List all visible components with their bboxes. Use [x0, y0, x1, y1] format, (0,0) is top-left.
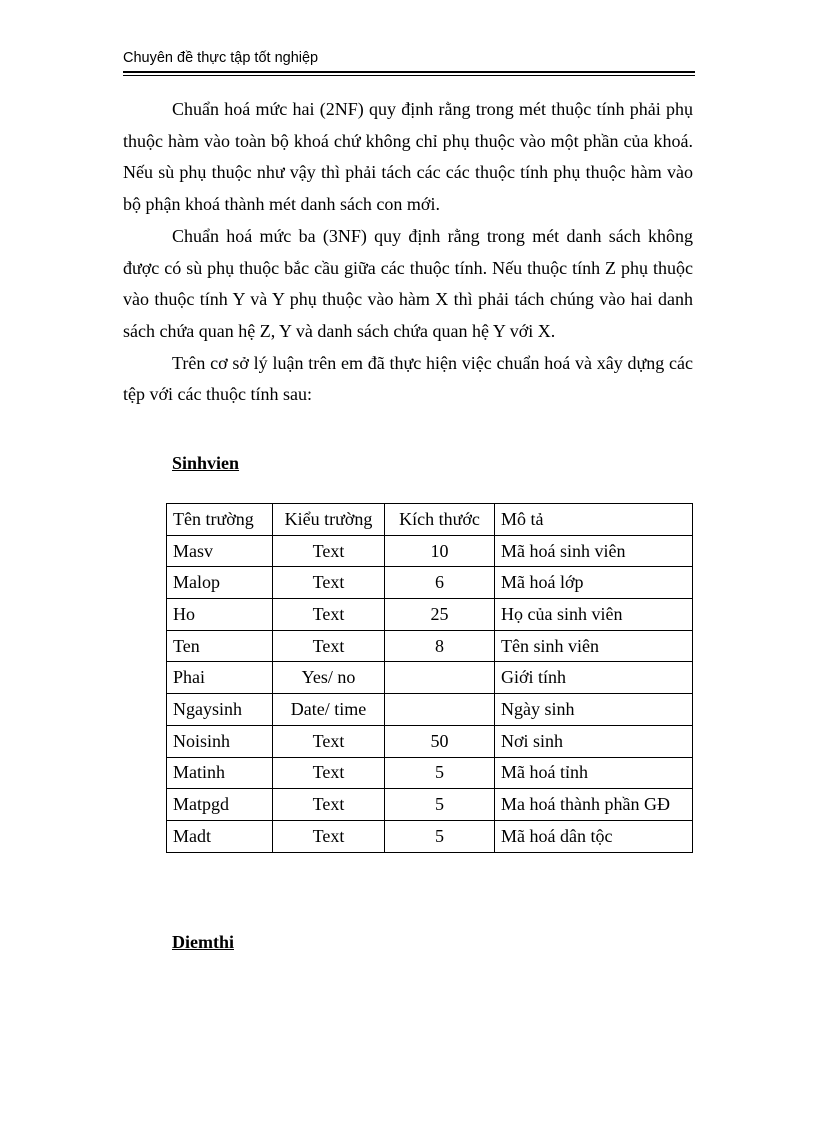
- field-description-cell: Giới tính: [495, 662, 693, 694]
- paragraph-conclusion: Trên cơ sở lý luận trên em đã thực hiện việc chuẩn hoá và xây dựng các tệp với các thuộc tính sau:: [123, 352, 693, 405]
- field-size-cell: [385, 694, 495, 726]
- table-row: [167, 567, 693, 599]
- table-row: [167, 535, 693, 567]
- field-description-cell: Tên sinh viên: [495, 630, 693, 662]
- field-type-cell: Date/ time: [273, 694, 385, 726]
- field-name-cell: Madt: [167, 820, 273, 852]
- table-row: [167, 820, 693, 852]
- table-row: [167, 757, 693, 789]
- field-name-cell: Ho: [167, 599, 273, 631]
- header-cell: Tên trường: [167, 504, 273, 536]
- field-description-cell: Họ của sinh viên: [495, 599, 693, 631]
- paragraph-2nf: Chuẩn hoá mức hai (2NF) quy định rằng trong mét thuộc tính phải phụ thuộc hàm vào toàn bộ khoá chứ không chỉ phụ thuộc vào một phần của khoá. Nếu sù phụ thuộc như vậy thì phải tách các các thuộc tính phụ thuộc hàm vào bộ phận khoá thành mét danh sách con mới.: [123, 99, 693, 215]
- field-size-cell: 25: [385, 599, 495, 631]
- table-row: [167, 789, 693, 821]
- field-description-cell: Nơi sinh: [495, 725, 693, 757]
- field-size-cell: 8: [385, 630, 495, 662]
- field-type-cell: Text: [273, 599, 385, 631]
- field-size-cell: 5: [385, 757, 495, 789]
- field-type-cell: Text: [273, 535, 385, 567]
- header-rule: [123, 71, 695, 73]
- sinhvien-table-body: [167, 504, 693, 853]
- field-description-cell: Ma hoá thành phần GĐ: [495, 789, 693, 821]
- field-name-cell: Ten: [167, 630, 273, 662]
- field-size-cell: 5: [385, 820, 495, 852]
- field-type-cell: Text: [273, 789, 385, 821]
- table-row: [167, 630, 693, 662]
- field-size-cell: 50: [385, 725, 495, 757]
- paragraph-3nf: Chuẩn hoá mức ba (3NF) quy định rằng trong mét danh sách không được có sù phụ thuộc bắc cầu giữa các thuộc tính. Nếu thuộc tính Z phụ thuộc vào thuộc tính Y và Y phụ thuộc vào hàm X thì phải tách chúng vào hai danh sách chứa quan hệ Z, Y và danh sách chứa quan hệ Y với X.: [123, 225, 693, 341]
- field-size-cell: 6: [385, 567, 495, 599]
- header-rule-thin: [123, 75, 695, 76]
- header-cell: Mô tả: [495, 504, 693, 536]
- field-description-cell: Mã hoá sinh viên: [495, 535, 693, 567]
- field-type-cell: Text: [273, 630, 385, 662]
- field-type-cell: Text: [273, 567, 385, 599]
- field-name-cell: Matpgd: [167, 789, 273, 821]
- field-type-cell: Text: [273, 725, 385, 757]
- field-name-cell: Noisinh: [167, 725, 273, 757]
- header-title: Chuyên đề thực tập tốt nghiệp: [123, 50, 319, 66]
- field-size-cell: [385, 662, 495, 694]
- section-title-sinhvien: Sinhvien: [172, 453, 240, 473]
- table-header-row: [167, 504, 693, 536]
- sinhvien-table: [166, 503, 693, 853]
- field-type-cell: Text: [273, 757, 385, 789]
- table-row: [167, 662, 693, 694]
- field-description-cell: Mã hoá lớp: [495, 567, 693, 599]
- table-row: [167, 599, 693, 631]
- field-name-cell: Matinh: [167, 757, 273, 789]
- header-cell: Kích thước: [385, 504, 495, 536]
- field-type-cell: Text: [273, 820, 385, 852]
- field-description-cell: Mã hoá tỉnh: [495, 757, 693, 789]
- field-size-cell: 5: [385, 789, 495, 821]
- field-name-cell: Masv: [167, 535, 273, 567]
- field-type-cell: Yes/ no: [273, 662, 385, 694]
- field-description-cell: Ngày sinh: [495, 694, 693, 726]
- field-description-cell: Mã hoá dân tộc: [495, 820, 693, 852]
- field-size-cell: 10: [385, 535, 495, 567]
- table-row: [167, 694, 693, 726]
- field-name-cell: Malop: [167, 567, 273, 599]
- section-title-diemthi: Diemthi: [172, 932, 234, 952]
- header-cell: Kiểu trường: [273, 504, 385, 536]
- page-header: [123, 49, 695, 76]
- field-name-cell: Phai: [167, 662, 273, 694]
- table-row: [167, 725, 693, 757]
- field-name-cell: Ngaysinh: [167, 694, 273, 726]
- body-text: [123, 94, 693, 411]
